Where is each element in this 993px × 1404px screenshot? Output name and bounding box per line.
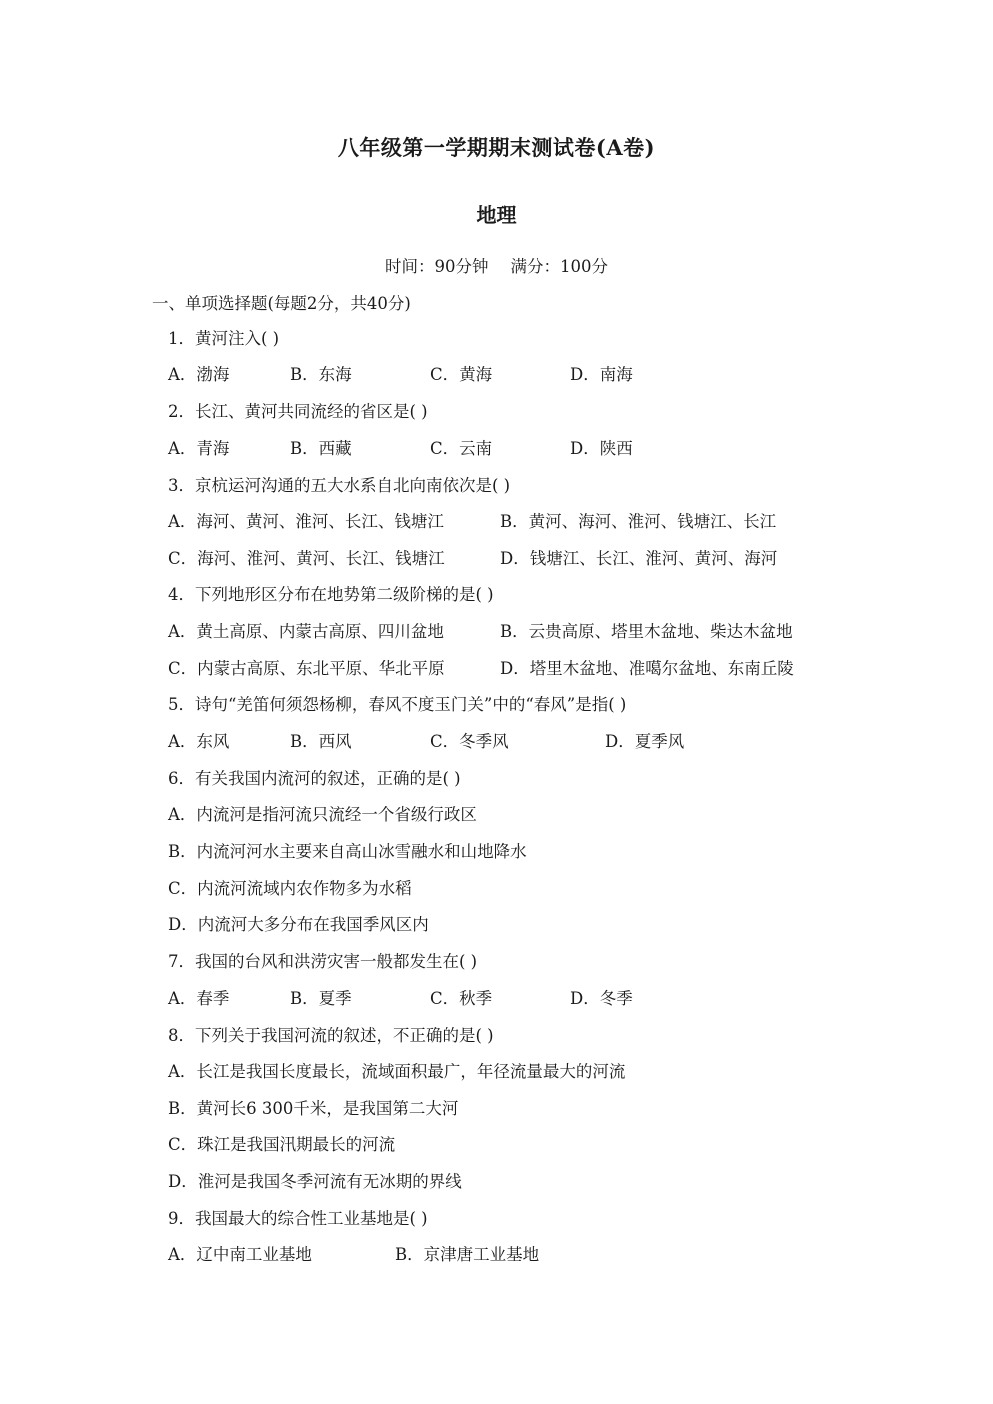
subject-title: 地理 [476, 203, 517, 227]
question-5-option-a: A．东风 [168, 732, 230, 751]
question-9-option-b: B．京津唐工业基地 [395, 1245, 540, 1264]
question-5-option-b: B．西风 [290, 732, 352, 751]
question-9-option-a: A．辽中南工业基地 [168, 1245, 312, 1264]
question-stem-5: 5．诗句“羌笛何须怨杨柳，春风不度玉门关”中的“春风”是指( ) [168, 695, 627, 714]
question-8-option-b: B．黄河长6 300千米，是我国第二大河 [168, 1099, 459, 1118]
question-1-option-b: B．东海 [290, 365, 352, 384]
question-5-option-d: D．夏季风 [605, 732, 685, 751]
question-3-option-c: C．海河、淮河、黄河、长江、钱塘江 [168, 549, 445, 568]
question-stem-2: 2．长江、黄河共同流经的省区是( ) [168, 402, 428, 421]
question-1-option-c: C．黄海 [430, 365, 493, 384]
question-2-option-c: C．云南 [430, 439, 493, 458]
question-6-option-c: C．内流河流域内农作物多为水稻 [168, 879, 412, 898]
question-1-option-d: D．南海 [570, 365, 633, 384]
question-7-option-b: B．夏季 [290, 989, 352, 1008]
question-8-option-c: C．珠江是我国汛期最长的河流 [168, 1135, 396, 1154]
question-1-option-a: A．渤海 [168, 365, 230, 384]
question-7-option-d: D．冬季 [570, 989, 633, 1008]
question-8-option-d: D．淮河是我国冬季河流有无冰期的界线 [168, 1172, 462, 1191]
question-stem-3: 3．京杭运河沟通的五大水系自北向南依次是( ) [168, 476, 511, 495]
question-3-option-b: B．黄河、海河、淮河、钱塘江、长江 [500, 512, 777, 531]
question-stem-8: 8．下列关于我国河流的叙述，不正确的是( ) [168, 1026, 494, 1045]
question-stem-1: 1．黄河注入( ) [168, 329, 280, 348]
question-6-option-a: A．内流河是指河流只流经一个省级行政区 [168, 805, 477, 824]
question-stem-6: 6．有关我国内流河的叙述，正确的是( ) [168, 769, 461, 788]
question-6-option-d: D．内流河大多分布在我国季风区内 [168, 915, 429, 934]
question-3-option-d: D．钱塘江、长江、淮河、黄河、海河 [500, 549, 778, 568]
question-2-option-d: D．陕西 [570, 439, 633, 458]
question-2-option-b: B．西藏 [290, 439, 352, 458]
question-2-option-a: A．青海 [168, 439, 230, 458]
exam-title: 八年级第一学期期末测试卷(A卷) [337, 135, 656, 160]
question-stem-9: 9．我国最大的综合性工业基地是( ) [168, 1209, 428, 1228]
question-4-option-c: C．内蒙古高原、东北平原、华北平原 [168, 659, 445, 678]
question-7-option-a: A．春季 [168, 989, 230, 1008]
question-4-option-d: D．塔里木盆地、准噶尔盆地、东南丘陵 [500, 659, 794, 678]
question-7-option-c: C．秋季 [430, 989, 493, 1008]
question-stem-4: 4．下列地形区分布在地势第二级阶梯的是( ) [168, 585, 494, 604]
question-5-option-c: C．冬季风 [430, 732, 509, 751]
question-4-option-a: A．黄土高原、内蒙古高原、四川盆地 [168, 622, 444, 641]
question-8-option-a: A．长江是我国长度最长，流域面积最广，年径流量最大的河流 [168, 1062, 626, 1081]
question-3-option-a: A．海河、黄河、淮河、长江、钱塘江 [168, 512, 444, 531]
exam-meta [0, 253, 993, 277]
exam-score: 满分：100分 [510, 257, 608, 276]
exam-time: 时间：90分钟 [385, 257, 489, 276]
question-4-option-b: B．云贵高原、塔里木盆地、柴达木盆地 [500, 622, 793, 641]
section-heading: 一、单项选择题(每题2分，共40分) [152, 294, 411, 313]
question-stem-7: 7．我国的台风和洪涝灾害一般都发生在( ) [168, 952, 478, 971]
question-6-option-b: B．内流河河水主要来自高山冰雪融水和山地降水 [168, 842, 527, 861]
